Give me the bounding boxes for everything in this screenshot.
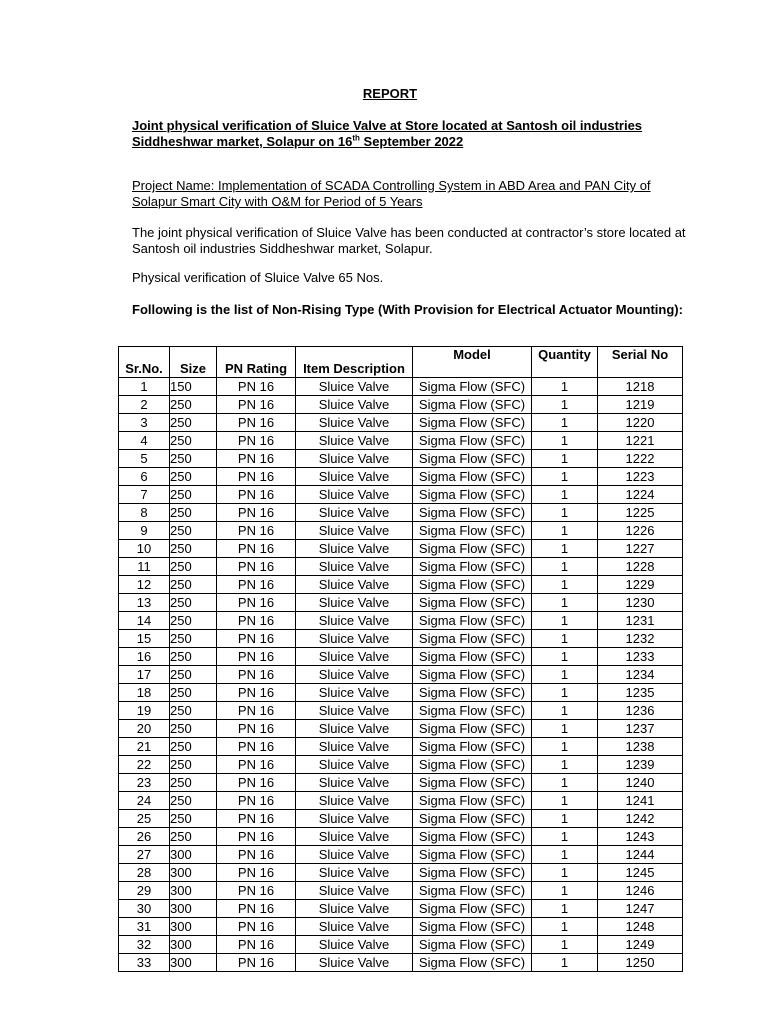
cell-pn-rating: PN 16 [217, 432, 296, 450]
cell-pn-rating: PN 16 [217, 774, 296, 792]
cell-sr-no: 23 [119, 774, 170, 792]
table-row [119, 954, 683, 972]
cell-sr-no: 33 [119, 954, 170, 972]
cell-size: 250 [170, 684, 217, 702]
table-row [119, 666, 683, 684]
cell-item-description: Sluice Valve [296, 630, 413, 648]
cell-sr-no: 31 [119, 918, 170, 936]
cell-item-description: Sluice Valve [296, 918, 413, 936]
cell-sr-no: 24 [119, 792, 170, 810]
cell-pn-rating: PN 16 [217, 864, 296, 882]
heading-line-2-suffix: September 2022 [359, 134, 464, 149]
table-row [119, 504, 683, 522]
cell-model: Sigma Flow (SFC) [413, 954, 532, 972]
cell-item-description: Sluice Valve [296, 954, 413, 972]
cell-item-description: Sluice Valve [296, 486, 413, 504]
cell-size: 250 [170, 432, 217, 450]
table-row [119, 432, 683, 450]
header-pn-rating: PN Rating [217, 347, 296, 378]
valve-table [118, 346, 683, 972]
cell-quantity: 1 [532, 666, 598, 684]
cell-serial-no: 1233 [598, 648, 683, 666]
cell-quantity: 1 [532, 756, 598, 774]
cell-quantity: 1 [532, 522, 598, 540]
cell-model: Sigma Flow (SFC) [413, 720, 532, 738]
cell-sr-no: 10 [119, 540, 170, 558]
cell-model: Sigma Flow (SFC) [413, 648, 532, 666]
cell-sr-no: 21 [119, 738, 170, 756]
cell-serial-no: 1219 [598, 396, 683, 414]
valve-count-paragraph: Physical verification of Sluice Valve 65 Nos. [132, 270, 384, 285]
cell-serial-no: 1228 [598, 558, 683, 576]
cell-model: Sigma Flow (SFC) [413, 738, 532, 756]
header-size: Size [170, 347, 217, 378]
cell-sr-no: 19 [119, 702, 170, 720]
cell-model: Sigma Flow (SFC) [413, 828, 532, 846]
cell-size: 250 [170, 522, 217, 540]
cell-size: 250 [170, 504, 217, 522]
cell-pn-rating: PN 16 [217, 486, 296, 504]
cell-pn-rating: PN 16 [217, 846, 296, 864]
cell-sr-no: 4 [119, 432, 170, 450]
cell-model: Sigma Flow (SFC) [413, 594, 532, 612]
project-name: Project Name: Implementation of SCADA Controlling System in ABD Area and PAN City of Solapur Smart City with O&M for Period of 5 Years [132, 178, 651, 209]
table-row [119, 702, 683, 720]
cell-size: 250 [170, 828, 217, 846]
cell-model: Sigma Flow (SFC) [413, 486, 532, 504]
cell-size: 250 [170, 468, 217, 486]
cell-serial-no: 1249 [598, 936, 683, 954]
table-row [119, 522, 683, 540]
cell-sr-no: 9 [119, 522, 170, 540]
cell-quantity: 1 [532, 792, 598, 810]
cell-quantity: 1 [532, 774, 598, 792]
cell-quantity: 1 [532, 558, 598, 576]
cell-pn-rating: PN 16 [217, 666, 296, 684]
cell-quantity: 1 [532, 936, 598, 954]
cell-model: Sigma Flow (SFC) [413, 396, 532, 414]
cell-pn-rating: PN 16 [217, 630, 296, 648]
cell-sr-no: 22 [119, 756, 170, 774]
table-row [119, 414, 683, 432]
cell-model: Sigma Flow (SFC) [413, 504, 532, 522]
cell-sr-no: 29 [119, 882, 170, 900]
heading-superscript: th [352, 133, 360, 143]
cell-sr-no: 28 [119, 864, 170, 882]
cell-pn-rating: PN 16 [217, 900, 296, 918]
cell-pn-rating: PN 16 [217, 504, 296, 522]
table-row [119, 594, 683, 612]
cell-serial-no: 1222 [598, 450, 683, 468]
cell-quantity: 1 [532, 378, 598, 396]
cell-sr-no: 12 [119, 576, 170, 594]
table-row [119, 882, 683, 900]
cell-quantity: 1 [532, 648, 598, 666]
cell-pn-rating: PN 16 [217, 612, 296, 630]
cell-sr-no: 17 [119, 666, 170, 684]
cell-model: Sigma Flow (SFC) [413, 846, 532, 864]
cell-size: 250 [170, 756, 217, 774]
cell-quantity: 1 [532, 396, 598, 414]
cell-size: 250 [170, 558, 217, 576]
verification-paragraph: The joint physical verification of Sluice Valve has been conducted at contractor’s store located at Santosh oil industries Siddheshwar market, Solapur. [132, 225, 686, 256]
cell-item-description: Sluice Valve [296, 882, 413, 900]
cell-serial-no: 1247 [598, 900, 683, 918]
cell-size: 250 [170, 738, 217, 756]
cell-pn-rating: PN 16 [217, 594, 296, 612]
cell-quantity: 1 [532, 540, 598, 558]
cell-serial-no: 1240 [598, 774, 683, 792]
cell-item-description: Sluice Valve [296, 810, 413, 828]
cell-model: Sigma Flow (SFC) [413, 900, 532, 918]
cell-item-description: Sluice Valve [296, 774, 413, 792]
cell-size: 250 [170, 630, 217, 648]
cell-size: 250 [170, 540, 217, 558]
cell-item-description: Sluice Valve [296, 432, 413, 450]
cell-pn-rating: PN 16 [217, 414, 296, 432]
cell-pn-rating: PN 16 [217, 936, 296, 954]
cell-model: Sigma Flow (SFC) [413, 666, 532, 684]
cell-model: Sigma Flow (SFC) [413, 576, 532, 594]
table-row [119, 846, 683, 864]
cell-quantity: 1 [532, 612, 598, 630]
table-row [119, 828, 683, 846]
cell-quantity: 1 [532, 504, 598, 522]
cell-item-description: Sluice Valve [296, 936, 413, 954]
cell-sr-no: 18 [119, 684, 170, 702]
cell-quantity: 1 [532, 486, 598, 504]
cell-pn-rating: PN 16 [217, 558, 296, 576]
cell-quantity: 1 [532, 702, 598, 720]
cell-size: 250 [170, 414, 217, 432]
cell-item-description: Sluice Valve [296, 666, 413, 684]
cell-model: Sigma Flow (SFC) [413, 936, 532, 954]
cell-size: 300 [170, 846, 217, 864]
cell-sr-no: 30 [119, 900, 170, 918]
cell-quantity: 1 [532, 630, 598, 648]
cell-pn-rating: PN 16 [217, 396, 296, 414]
cell-quantity: 1 [532, 594, 598, 612]
cell-serial-no: 1220 [598, 414, 683, 432]
cell-quantity: 1 [532, 432, 598, 450]
header-item-description: Item Description [296, 347, 413, 378]
cell-item-description: Sluice Valve [296, 846, 413, 864]
cell-serial-no: 1250 [598, 954, 683, 972]
cell-item-description: Sluice Valve [296, 792, 413, 810]
table-row [119, 486, 683, 504]
cell-serial-no: 1237 [598, 720, 683, 738]
table-row [119, 900, 683, 918]
cell-serial-no: 1245 [598, 864, 683, 882]
cell-item-description: Sluice Valve [296, 720, 413, 738]
cell-serial-no: 1224 [598, 486, 683, 504]
cell-serial-no: 1227 [598, 540, 683, 558]
cell-quantity: 1 [532, 720, 598, 738]
cell-size: 300 [170, 936, 217, 954]
cell-quantity: 1 [532, 684, 598, 702]
cell-sr-no: 15 [119, 630, 170, 648]
heading-line-2-prefix: Siddheshwar market, Solapur on 16 [132, 134, 353, 149]
cell-serial-no: 1248 [598, 918, 683, 936]
cell-pn-rating: PN 16 [217, 918, 296, 936]
cell-size: 250 [170, 720, 217, 738]
table-row [119, 936, 683, 954]
cell-item-description: Sluice Valve [296, 468, 413, 486]
cell-sr-no: 1 [119, 378, 170, 396]
table-row [119, 648, 683, 666]
cell-model: Sigma Flow (SFC) [413, 612, 532, 630]
cell-sr-no: 2 [119, 396, 170, 414]
cell-pn-rating: PN 16 [217, 684, 296, 702]
cell-size: 250 [170, 396, 217, 414]
cell-sr-no: 26 [119, 828, 170, 846]
table-row [119, 918, 683, 936]
cell-quantity: 1 [532, 810, 598, 828]
cell-item-description: Sluice Valve [296, 738, 413, 756]
cell-model: Sigma Flow (SFC) [413, 414, 532, 432]
cell-sr-no: 7 [119, 486, 170, 504]
list-heading: Following is the list of Non-Rising Type (With Provision for Electrical Actuator Mounting): [132, 302, 683, 317]
cell-item-description: Sluice Valve [296, 378, 413, 396]
cell-serial-no: 1226 [598, 522, 683, 540]
table-row [119, 558, 683, 576]
cell-serial-no: 1236 [598, 702, 683, 720]
cell-item-description: Sluice Valve [296, 648, 413, 666]
cell-sr-no: 16 [119, 648, 170, 666]
cell-pn-rating: PN 16 [217, 792, 296, 810]
cell-model: Sigma Flow (SFC) [413, 432, 532, 450]
cell-sr-no: 32 [119, 936, 170, 954]
cell-size: 150 [170, 378, 217, 396]
cell-size: 250 [170, 666, 217, 684]
table-header-row [119, 347, 683, 378]
cell-pn-rating: PN 16 [217, 576, 296, 594]
cell-quantity: 1 [532, 450, 598, 468]
cell-item-description: Sluice Valve [296, 756, 413, 774]
cell-model: Sigma Flow (SFC) [413, 558, 532, 576]
table-row [119, 792, 683, 810]
cell-model: Sigma Flow (SFC) [413, 702, 532, 720]
cell-quantity: 1 [532, 738, 598, 756]
cell-item-description: Sluice Valve [296, 504, 413, 522]
cell-item-description: Sluice Valve [296, 864, 413, 882]
table-row [119, 774, 683, 792]
cell-model: Sigma Flow (SFC) [413, 540, 532, 558]
cell-pn-rating: PN 16 [217, 720, 296, 738]
cell-size: 300 [170, 954, 217, 972]
cell-quantity: 1 [532, 882, 598, 900]
cell-sr-no: 6 [119, 468, 170, 486]
cell-pn-rating: PN 16 [217, 810, 296, 828]
cell-serial-no: 1218 [598, 378, 683, 396]
cell-pn-rating: PN 16 [217, 738, 296, 756]
table-row [119, 720, 683, 738]
cell-pn-rating: PN 16 [217, 828, 296, 846]
cell-pn-rating: PN 16 [217, 450, 296, 468]
cell-serial-no: 1232 [598, 630, 683, 648]
cell-pn-rating: PN 16 [217, 756, 296, 774]
table-row [119, 756, 683, 774]
cell-serial-no: 1221 [598, 432, 683, 450]
header-model: Model [413, 347, 532, 378]
cell-model: Sigma Flow (SFC) [413, 918, 532, 936]
header-quantity: Quantity [532, 347, 598, 378]
table-row [119, 576, 683, 594]
cell-serial-no: 1244 [598, 846, 683, 864]
cell-size: 250 [170, 648, 217, 666]
cell-sr-no: 27 [119, 846, 170, 864]
cell-model: Sigma Flow (SFC) [413, 684, 532, 702]
cell-serial-no: 1229 [598, 576, 683, 594]
cell-serial-no: 1231 [598, 612, 683, 630]
cell-model: Sigma Flow (SFC) [413, 882, 532, 900]
table-row [119, 378, 683, 396]
cell-item-description: Sluice Valve [296, 450, 413, 468]
cell-sr-no: 20 [119, 720, 170, 738]
cell-serial-no: 1238 [598, 738, 683, 756]
cell-serial-no: 1243 [598, 828, 683, 846]
table-row [119, 468, 683, 486]
cell-quantity: 1 [532, 954, 598, 972]
cell-size: 250 [170, 774, 217, 792]
cell-item-description: Sluice Valve [296, 684, 413, 702]
cell-item-description: Sluice Valve [296, 396, 413, 414]
cell-model: Sigma Flow (SFC) [413, 774, 532, 792]
cell-size: 250 [170, 576, 217, 594]
cell-sr-no: 14 [119, 612, 170, 630]
cell-model: Sigma Flow (SFC) [413, 522, 532, 540]
cell-sr-no: 25 [119, 810, 170, 828]
cell-size: 250 [170, 612, 217, 630]
table-row [119, 540, 683, 558]
cell-serial-no: 1230 [598, 594, 683, 612]
cell-serial-no: 1246 [598, 882, 683, 900]
cell-size: 300 [170, 900, 217, 918]
cell-quantity: 1 [532, 918, 598, 936]
cell-model: Sigma Flow (SFC) [413, 756, 532, 774]
report-title: REPORT [362, 86, 418, 101]
cell-size: 250 [170, 486, 217, 504]
header-sr-no: Sr.No. [119, 347, 170, 378]
cell-size: 250 [170, 810, 217, 828]
cell-item-description: Sluice Valve [296, 540, 413, 558]
cell-pn-rating: PN 16 [217, 882, 296, 900]
cell-item-description: Sluice Valve [296, 594, 413, 612]
cell-serial-no: 1241 [598, 792, 683, 810]
cell-item-description: Sluice Valve [296, 414, 413, 432]
cell-size: 250 [170, 594, 217, 612]
cell-quantity: 1 [532, 468, 598, 486]
cell-pn-rating: PN 16 [217, 702, 296, 720]
table-row [119, 612, 683, 630]
cell-item-description: Sluice Valve [296, 558, 413, 576]
cell-size: 250 [170, 792, 217, 810]
cell-serial-no: 1239 [598, 756, 683, 774]
cell-model: Sigma Flow (SFC) [413, 468, 532, 486]
cell-quantity: 1 [532, 846, 598, 864]
table-row [119, 450, 683, 468]
cell-quantity: 1 [532, 900, 598, 918]
cell-sr-no: 11 [119, 558, 170, 576]
table-row [119, 810, 683, 828]
cell-quantity: 1 [532, 414, 598, 432]
cell-size: 300 [170, 882, 217, 900]
cell-serial-no: 1242 [598, 810, 683, 828]
cell-item-description: Sluice Valve [296, 612, 413, 630]
cell-quantity: 1 [532, 576, 598, 594]
heading-line-1: Joint physical verification of Sluice Valve at Store located at Santosh oil industries [132, 118, 643, 133]
cell-item-description: Sluice Valve [296, 702, 413, 720]
cell-item-description: Sluice Valve [296, 900, 413, 918]
cell-pn-rating: PN 16 [217, 468, 296, 486]
cell-size: 250 [170, 702, 217, 720]
cell-size: 250 [170, 450, 217, 468]
cell-size: 300 [170, 918, 217, 936]
cell-item-description: Sluice Valve [296, 576, 413, 594]
table-row [119, 630, 683, 648]
cell-sr-no: 3 [119, 414, 170, 432]
cell-sr-no: 5 [119, 450, 170, 468]
report-heading [132, 118, 692, 150]
cell-serial-no: 1235 [598, 684, 683, 702]
table-row [119, 396, 683, 414]
cell-sr-no: 8 [119, 504, 170, 522]
cell-quantity: 1 [532, 828, 598, 846]
cell-serial-no: 1234 [598, 666, 683, 684]
cell-model: Sigma Flow (SFC) [413, 792, 532, 810]
header-serial-no: Serial No [598, 347, 683, 378]
cell-model: Sigma Flow (SFC) [413, 864, 532, 882]
table-row [119, 738, 683, 756]
cell-item-description: Sluice Valve [296, 522, 413, 540]
cell-serial-no: 1223 [598, 468, 683, 486]
cell-pn-rating: PN 16 [217, 648, 296, 666]
cell-pn-rating: PN 16 [217, 378, 296, 396]
cell-model: Sigma Flow (SFC) [413, 450, 532, 468]
cell-item-description: Sluice Valve [296, 828, 413, 846]
cell-model: Sigma Flow (SFC) [413, 630, 532, 648]
cell-model: Sigma Flow (SFC) [413, 810, 532, 828]
cell-serial-no: 1225 [598, 504, 683, 522]
table-row [119, 864, 683, 882]
cell-pn-rating: PN 16 [217, 540, 296, 558]
cell-sr-no: 13 [119, 594, 170, 612]
cell-model: Sigma Flow (SFC) [413, 378, 532, 396]
cell-quantity: 1 [532, 864, 598, 882]
table-row [119, 684, 683, 702]
cell-pn-rating: PN 16 [217, 522, 296, 540]
cell-size: 300 [170, 864, 217, 882]
table-body [119, 378, 683, 972]
cell-pn-rating: PN 16 [217, 954, 296, 972]
